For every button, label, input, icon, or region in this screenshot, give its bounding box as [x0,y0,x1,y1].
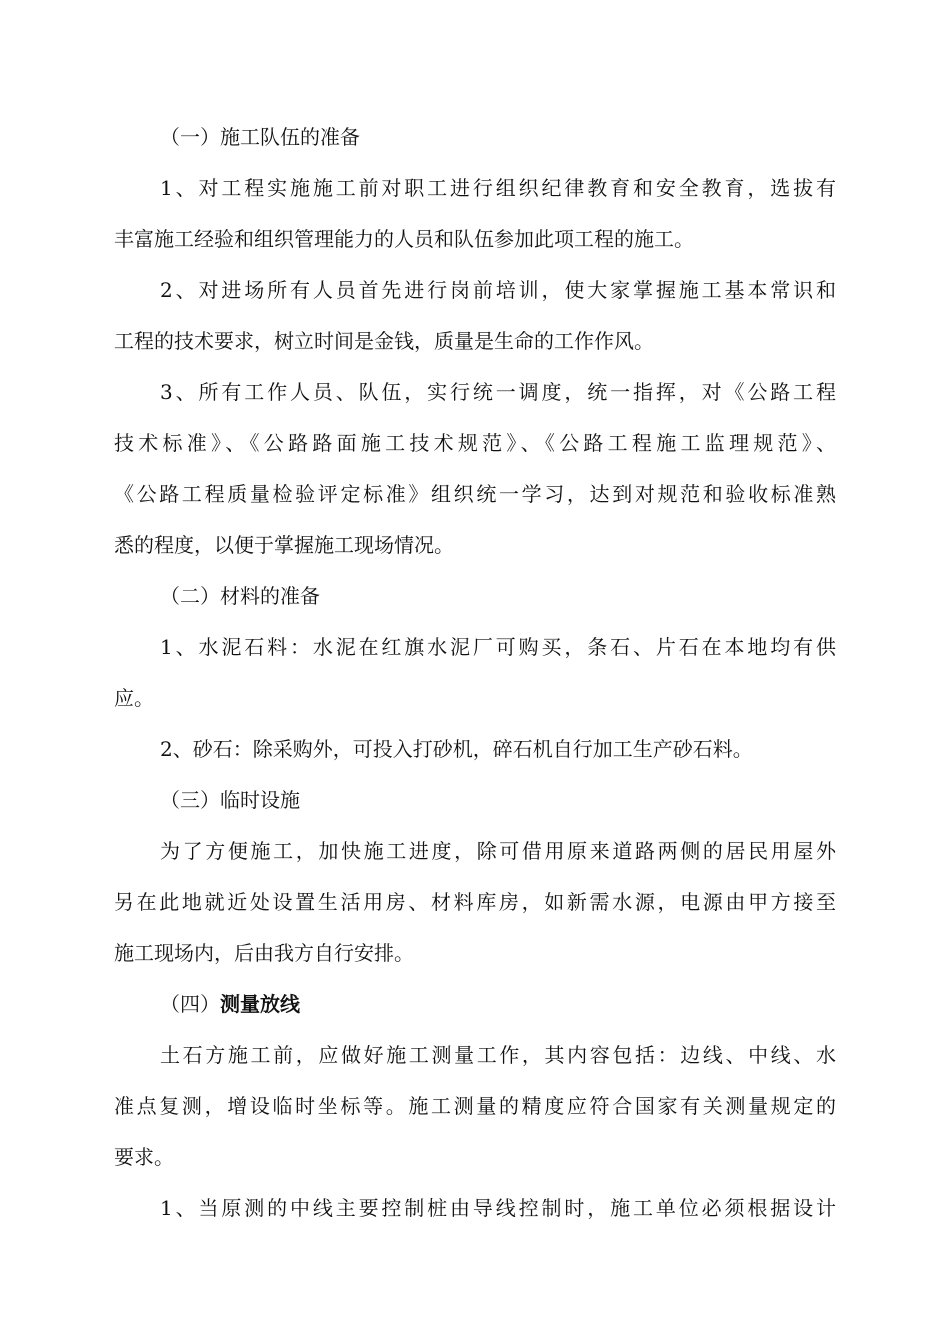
paragraph-line: 另在此地就近处设置生活用房、材料库房，如新需水源，电源由甲方接至 [114,890,836,914]
paragraph-line: 应。 [114,686,154,710]
section-heading-2: （二）材料的准备 [160,584,320,608]
paragraph-line: 1、对工程实施施工前对职工进行组织纪律教育和安全教育，选拔有 [160,176,836,200]
document-body [114,112,836,1234]
paragraph-line: 1、当原测的中线主要控制桩由导线控制时，施工单位必须根据设计 [160,1196,836,1220]
paragraph-line: 土石方施工前，应做好施工测量工作，其内容包括：边线、中线、水 [160,1043,836,1067]
section-heading-4 [114,979,836,1030]
paragraph-line: 施工现场内，后由我方自行安排。 [114,941,414,965]
paragraph-line: 1、水泥石料：水泥在红旗水泥厂可购买，条石、片石在本地均有供 [160,635,836,659]
section-heading-1: （一）施工队伍的准备 [160,125,360,149]
paragraph-line: 3、所有工作人员、队伍，实行统一调度，统一指挥，对《公路工程 [160,380,836,404]
section-heading-4-title: 测量放线 [220,992,300,1016]
paragraph-line: 丰富施工经验和组织管理能力的人员和队伍参加此项工程的施工。 [114,227,694,251]
paragraph-line: 悉的程度，以便于掌握施工现场情况。 [114,533,454,557]
paragraph-line: 准点复测，增设临时坐标等。施工测量的精度应符合国家有关测量规定的 [114,1094,836,1118]
section-heading-4-prefix: （四） [160,992,220,1016]
paragraph-line: 2、对进场所有人员首先进行岗前培训，使大家掌握施工基本常识和 [160,278,836,302]
paragraph-line: 技术标准》、《公路路面施工技术规范》、《公路工程施工监理规范》、 [114,431,836,455]
paragraph-line: 2、砂石：除采购外，可投入打砂机，碎石机自行加工生产砂石料。 [160,737,753,761]
paragraph-line: 《公路工程质量检验评定标准》组织统一学习，达到对规范和验收标准熟 [114,482,836,506]
paragraph-line: 为了方便施工，加快施工进度，除可借用原来道路两侧的居民用屋外 [160,839,836,863]
section-heading-3: （三）临时设施 [160,788,300,812]
paragraph-line: 要求。 [114,1145,174,1169]
paragraph-line: 工程的技术要求，树立时间是金钱，质量是生命的工作作风。 [114,329,654,353]
